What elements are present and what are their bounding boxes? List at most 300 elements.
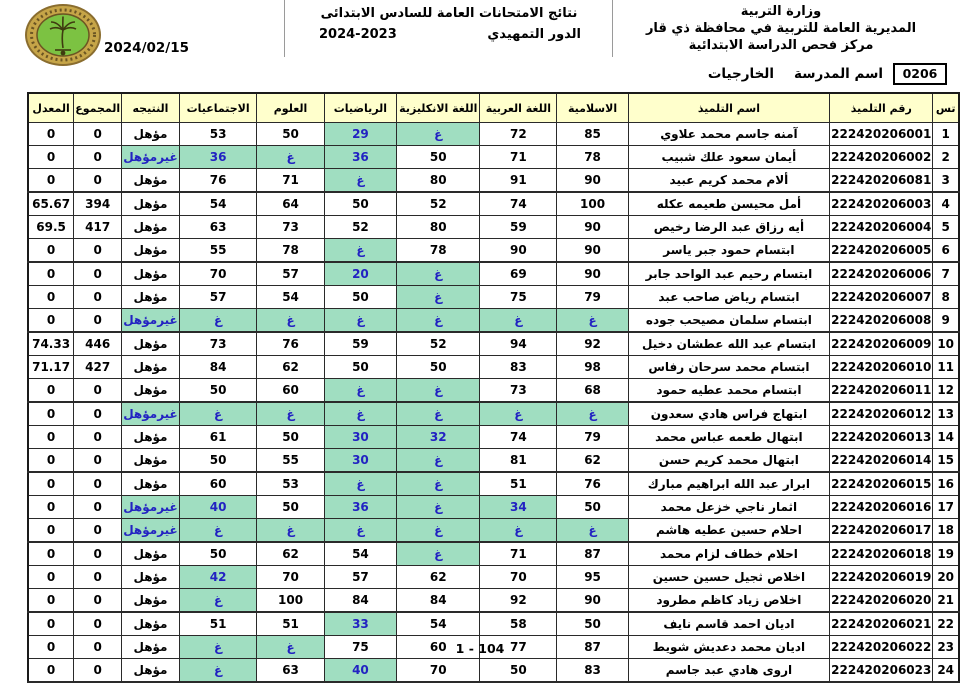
cell-english: 78 bbox=[397, 239, 480, 263]
cell-id: 222420206005 bbox=[830, 239, 933, 263]
ministry-logo-seal-icon bbox=[24, 3, 102, 67]
cell-islamic: غ bbox=[557, 309, 628, 333]
cell-math: 30 bbox=[324, 449, 397, 473]
cell-islamic: 98 bbox=[557, 356, 628, 379]
cell-result: مؤهل bbox=[122, 123, 180, 146]
cell-social: غ bbox=[179, 519, 257, 543]
cell-seq: 17 bbox=[933, 496, 959, 519]
cell-math: 30 bbox=[324, 426, 397, 449]
cell-english: 80 bbox=[397, 169, 480, 193]
cell-name: ابتسام محمد عطيه حمود bbox=[628, 379, 829, 403]
cell-seq: 22 bbox=[933, 612, 959, 636]
cell-english: 62 bbox=[397, 566, 480, 589]
cell-social: 50 bbox=[179, 449, 257, 473]
cell-seq: 24 bbox=[933, 659, 959, 683]
exam-year: 2024-2023 bbox=[319, 27, 397, 42]
cell-name: ابتسام عبد الله عطشان دخيل bbox=[628, 332, 829, 356]
cell-avg: 0 bbox=[28, 449, 74, 473]
cell-islamic: 87 bbox=[557, 636, 628, 659]
cell-id: 222420206009 bbox=[830, 332, 933, 356]
table-row bbox=[28, 426, 959, 449]
cell-arabic: 58 bbox=[480, 612, 557, 636]
cell-total: 0 bbox=[74, 123, 122, 146]
school-name-value: الخارجيات bbox=[707, 66, 775, 82]
cell-social: 70 bbox=[179, 262, 257, 286]
cell-id: 222420206081 bbox=[830, 169, 933, 193]
exam-title: نتائج الامتحانات العامة للسادس الابتدائى bbox=[320, 6, 578, 21]
cell-arabic: 90 bbox=[480, 239, 557, 263]
cell-science: 63 bbox=[257, 659, 324, 683]
cell-islamic: 95 bbox=[557, 566, 628, 589]
cell-english: 52 bbox=[397, 332, 480, 356]
cell-result: مؤهل bbox=[122, 472, 180, 496]
cell-avg: 0 bbox=[28, 589, 74, 613]
cell-result: مؤهل bbox=[122, 589, 180, 613]
cell-avg: 0 bbox=[28, 472, 74, 496]
cell-social: 54 bbox=[179, 192, 257, 216]
cell-math: 50 bbox=[324, 286, 397, 309]
cell-islamic: غ bbox=[557, 402, 628, 426]
cell-id: 222420206012 bbox=[830, 402, 933, 426]
cell-social: 57 bbox=[179, 286, 257, 309]
table-row bbox=[28, 192, 959, 216]
cell-english: غ bbox=[397, 472, 480, 496]
cell-arabic: 50 bbox=[480, 659, 557, 683]
cell-seq: 12 bbox=[933, 379, 959, 403]
cell-social: غ bbox=[179, 402, 257, 426]
table-row bbox=[28, 332, 959, 356]
cell-english: غ bbox=[397, 519, 480, 543]
results-table bbox=[27, 92, 960, 683]
cell-english: 54 bbox=[397, 612, 480, 636]
cell-math: 54 bbox=[324, 542, 397, 566]
cell-avg: 69.5 bbox=[28, 216, 74, 239]
column-header-science: العلوم bbox=[257, 93, 324, 123]
cell-islamic: 92 bbox=[557, 332, 628, 356]
cell-total: 0 bbox=[74, 472, 122, 496]
cell-seq: 23 bbox=[933, 636, 959, 659]
cell-seq: 14 bbox=[933, 426, 959, 449]
cell-name: ابتسام سلمان مصيحب جوده bbox=[628, 309, 829, 333]
cell-science: 73 bbox=[257, 216, 324, 239]
cell-math: 75 bbox=[324, 636, 397, 659]
table-row bbox=[28, 659, 959, 683]
cell-total: 446 bbox=[74, 332, 122, 356]
cell-name: احلام حسين عطيه هاشم bbox=[628, 519, 829, 543]
cell-result: مؤهل bbox=[122, 262, 180, 286]
cell-name: احلام خطاف لزام محمد bbox=[628, 542, 829, 566]
cell-name: اخلاص زياد كاظم مطرود bbox=[628, 589, 829, 613]
cell-english: 50 bbox=[397, 146, 480, 169]
cell-avg: 0 bbox=[28, 402, 74, 426]
cell-seq: 7 bbox=[933, 262, 959, 286]
cell-science: غ bbox=[257, 519, 324, 543]
cell-english: 60 bbox=[397, 636, 480, 659]
cell-result: مؤهل bbox=[122, 426, 180, 449]
cell-islamic: غ bbox=[557, 519, 628, 543]
column-header-result: النتيجه bbox=[122, 93, 180, 123]
cell-id: 222420206017 bbox=[830, 519, 933, 543]
table-row bbox=[28, 356, 959, 379]
cell-avg: 0 bbox=[28, 519, 74, 543]
cell-math: غ bbox=[324, 402, 397, 426]
cell-social: 50 bbox=[179, 542, 257, 566]
cell-total: 0 bbox=[74, 286, 122, 309]
cell-arabic: 92 bbox=[480, 589, 557, 613]
cell-id: 222420206023 bbox=[830, 659, 933, 683]
cell-science: غ bbox=[257, 309, 324, 333]
cell-result: مؤهل bbox=[122, 192, 180, 216]
cell-islamic: 90 bbox=[557, 169, 628, 193]
cell-seq: 9 bbox=[933, 309, 959, 333]
cell-id: 222420206013 bbox=[830, 426, 933, 449]
ministry-line-3: مركز فحص الدراسة الابتدائية bbox=[688, 38, 874, 53]
column-header-total: المجموع bbox=[74, 93, 122, 123]
cell-total: 0 bbox=[74, 519, 122, 543]
column-header-english: اللغة الانكليزية bbox=[397, 93, 480, 123]
cell-islamic: 62 bbox=[557, 449, 628, 473]
cell-arabic: 69 bbox=[480, 262, 557, 286]
cell-id: 222420206020 bbox=[830, 589, 933, 613]
cell-id: 222420206016 bbox=[830, 496, 933, 519]
cell-avg: 0 bbox=[28, 239, 74, 263]
cell-seq: 21 bbox=[933, 589, 959, 613]
cell-math: 50 bbox=[324, 192, 397, 216]
cell-science: غ bbox=[257, 146, 324, 169]
cell-science: 57 bbox=[257, 262, 324, 286]
cell-seq: 4 bbox=[933, 192, 959, 216]
cell-english: 80 bbox=[397, 216, 480, 239]
page-indicator: 1 - 104 bbox=[455, 641, 505, 656]
cell-name: ابتسام محمد سرحان رفاس bbox=[628, 356, 829, 379]
cell-science: غ bbox=[257, 636, 324, 659]
cell-math: 36 bbox=[324, 496, 397, 519]
cell-id: 222420206002 bbox=[830, 146, 933, 169]
cell-seq: 5 bbox=[933, 216, 959, 239]
cell-result: مؤهل bbox=[122, 239, 180, 263]
cell-math: 20 bbox=[324, 262, 397, 286]
cell-total: 417 bbox=[74, 216, 122, 239]
cell-arabic: غ bbox=[480, 309, 557, 333]
cell-islamic: 90 bbox=[557, 239, 628, 263]
cell-arabic: 94 bbox=[480, 332, 557, 356]
cell-islamic: 87 bbox=[557, 542, 628, 566]
cell-avg: 0 bbox=[28, 426, 74, 449]
cell-english: 32 bbox=[397, 426, 480, 449]
cell-english: غ bbox=[397, 402, 480, 426]
cell-name: أمل محيسن طعيمه عكله bbox=[628, 192, 829, 216]
cell-math: 52 bbox=[324, 216, 397, 239]
cell-total: 0 bbox=[74, 566, 122, 589]
table-row bbox=[28, 146, 959, 169]
cell-avg: 0 bbox=[28, 379, 74, 403]
cell-social: 40 bbox=[179, 496, 257, 519]
cell-seq: 19 bbox=[933, 542, 959, 566]
cell-social: غ bbox=[179, 309, 257, 333]
column-header-math: الرياضيات bbox=[324, 93, 397, 123]
cell-science: 50 bbox=[257, 123, 324, 146]
cell-result: غيرمؤهل bbox=[122, 496, 180, 519]
cell-id: 222420206001 bbox=[830, 123, 933, 146]
cell-english: 70 bbox=[397, 659, 480, 683]
cell-social: غ bbox=[179, 589, 257, 613]
table-row bbox=[28, 589, 959, 613]
cell-islamic: 90 bbox=[557, 262, 628, 286]
cell-name: ابرار عبد الله ابراهيم مبارك bbox=[628, 472, 829, 496]
cell-result: مؤهل bbox=[122, 379, 180, 403]
cell-science: 71 bbox=[257, 169, 324, 193]
school-info-row bbox=[708, 63, 947, 85]
cell-id: 222420206008 bbox=[830, 309, 933, 333]
table-row bbox=[28, 169, 959, 193]
cell-math: غ bbox=[324, 472, 397, 496]
cell-id: 222420206006 bbox=[830, 262, 933, 286]
cell-total: 0 bbox=[74, 262, 122, 286]
cell-name: ابتهال طعمه عباس محمد bbox=[628, 426, 829, 449]
cell-islamic: 76 bbox=[557, 472, 628, 496]
cell-avg: 0 bbox=[28, 566, 74, 589]
cell-islamic: 100 bbox=[557, 192, 628, 216]
cell-arabic: غ bbox=[480, 519, 557, 543]
cell-total: 427 bbox=[74, 356, 122, 379]
cell-science: 78 bbox=[257, 239, 324, 263]
column-header-seq: تس bbox=[933, 93, 959, 123]
cell-science: 62 bbox=[257, 542, 324, 566]
cell-math: غ bbox=[324, 169, 397, 193]
cell-total: 0 bbox=[74, 426, 122, 449]
column-header-id: رقم التلميذ bbox=[830, 93, 933, 123]
cell-name: اديان احمد قاسم نايف bbox=[628, 612, 829, 636]
cell-social: 51 bbox=[179, 612, 257, 636]
cell-seq: 6 bbox=[933, 239, 959, 263]
table-row bbox=[28, 123, 959, 146]
cell-math: 84 bbox=[324, 589, 397, 613]
cell-total: 0 bbox=[74, 659, 122, 683]
cell-english: غ bbox=[397, 262, 480, 286]
cell-social: 53 bbox=[179, 123, 257, 146]
table-row bbox=[28, 262, 959, 286]
cell-english: غ bbox=[397, 496, 480, 519]
cell-science: 100 bbox=[257, 589, 324, 613]
cell-seq: 15 bbox=[933, 449, 959, 473]
cell-result: مؤهل bbox=[122, 286, 180, 309]
cell-seq: 13 bbox=[933, 402, 959, 426]
cell-result: غيرمؤهل bbox=[122, 309, 180, 333]
column-header-avg: المعدل bbox=[28, 93, 74, 123]
school-code-box: 0206 bbox=[893, 63, 947, 85]
cell-seq: 3 bbox=[933, 169, 959, 193]
ministry-line-2: المديرية العامة للتربية في محافظة ذي قار bbox=[645, 21, 917, 36]
cell-english: غ bbox=[397, 449, 480, 473]
cell-islamic: 68 bbox=[557, 379, 628, 403]
cell-avg: 71.17 bbox=[28, 356, 74, 379]
cell-social: غ bbox=[179, 636, 257, 659]
cell-name: اخلاص ثجيل حسين حسين bbox=[628, 566, 829, 589]
table-row bbox=[28, 566, 959, 589]
cell-arabic: 59 bbox=[480, 216, 557, 239]
cell-math: 29 bbox=[324, 123, 397, 146]
cell-english: غ bbox=[397, 123, 480, 146]
cell-result: مؤهل bbox=[122, 659, 180, 683]
cell-english: 50 bbox=[397, 356, 480, 379]
cell-result: مؤهل bbox=[122, 216, 180, 239]
cell-social: غ bbox=[179, 659, 257, 683]
column-header-social: الاجتماعيات bbox=[179, 93, 257, 123]
cell-result: مؤهل bbox=[122, 169, 180, 193]
cell-id: 222420206015 bbox=[830, 472, 933, 496]
cell-islamic: 83 bbox=[557, 659, 628, 683]
cell-avg: 0 bbox=[28, 146, 74, 169]
cell-id: 222420206007 bbox=[830, 286, 933, 309]
cell-avg: 74.33 bbox=[28, 332, 74, 356]
cell-result: مؤهل bbox=[122, 566, 180, 589]
cell-seq: 18 bbox=[933, 519, 959, 543]
cell-avg: 0 bbox=[28, 659, 74, 683]
cell-english: غ bbox=[397, 542, 480, 566]
cell-islamic: 50 bbox=[557, 496, 628, 519]
cell-total: 0 bbox=[74, 542, 122, 566]
cell-science: 60 bbox=[257, 379, 324, 403]
cell-total: 0 bbox=[74, 449, 122, 473]
cell-name: اديان محمد دعديش شويط bbox=[628, 636, 829, 659]
table-row bbox=[28, 379, 959, 403]
header-row bbox=[28, 93, 959, 123]
cell-english: 52 bbox=[397, 192, 480, 216]
cell-social: 36 bbox=[179, 146, 257, 169]
cell-arabic: 91 bbox=[480, 169, 557, 193]
cell-arabic: 71 bbox=[480, 146, 557, 169]
results-table-header bbox=[28, 93, 959, 123]
cell-name: ابتهال محمد كريم حسن bbox=[628, 449, 829, 473]
cell-result: مؤهل bbox=[122, 449, 180, 473]
cell-science: 76 bbox=[257, 332, 324, 356]
cell-name: آمنه جاسم محمد علاوي bbox=[628, 123, 829, 146]
cell-total: 0 bbox=[74, 612, 122, 636]
header-divider-left bbox=[284, 0, 285, 57]
cell-id: 222420206011 bbox=[830, 379, 933, 403]
cell-avg: 0 bbox=[28, 169, 74, 193]
cell-id: 222420206018 bbox=[830, 542, 933, 566]
cell-science: 54 bbox=[257, 286, 324, 309]
cell-islamic: 50 bbox=[557, 612, 628, 636]
cell-avg: 0 bbox=[28, 612, 74, 636]
cell-islamic: 79 bbox=[557, 286, 628, 309]
cell-total: 0 bbox=[74, 169, 122, 193]
cell-arabic: 81 bbox=[480, 449, 557, 473]
cell-arabic: 73 bbox=[480, 379, 557, 403]
cell-social: 76 bbox=[179, 169, 257, 193]
cell-social: 60 bbox=[179, 472, 257, 496]
cell-math: غ bbox=[324, 519, 397, 543]
cell-avg: 0 bbox=[28, 496, 74, 519]
table-row bbox=[28, 542, 959, 566]
table-row bbox=[28, 239, 959, 263]
cell-math: غ bbox=[324, 309, 397, 333]
cell-science: 62 bbox=[257, 356, 324, 379]
cell-seq: 8 bbox=[933, 286, 959, 309]
cell-result: غيرمؤهل bbox=[122, 402, 180, 426]
cell-total: 0 bbox=[74, 589, 122, 613]
cell-avg: 65.67 bbox=[28, 192, 74, 216]
cell-total: 394 bbox=[74, 192, 122, 216]
cell-arabic: 75 bbox=[480, 286, 557, 309]
cell-arabic: 77 bbox=[480, 636, 557, 659]
table-row bbox=[28, 449, 959, 473]
cell-id: 222420206022 bbox=[830, 636, 933, 659]
cell-name: اروى هادي عبد جاسم bbox=[628, 659, 829, 683]
cell-total: 0 bbox=[74, 309, 122, 333]
cell-english: غ bbox=[397, 286, 480, 309]
ministry-header-block bbox=[608, 3, 954, 54]
cell-science: غ bbox=[257, 402, 324, 426]
cell-science: 50 bbox=[257, 426, 324, 449]
cell-total: 0 bbox=[74, 402, 122, 426]
cell-arabic: 74 bbox=[480, 192, 557, 216]
cell-english: 84 bbox=[397, 589, 480, 613]
cell-social: 42 bbox=[179, 566, 257, 589]
cell-math: 57 bbox=[324, 566, 397, 589]
ministry-line-1: وزارة التربية bbox=[740, 4, 822, 19]
cell-science: 55 bbox=[257, 449, 324, 473]
exam-title-block bbox=[287, 6, 611, 42]
exam-round: الدور التمهيدي bbox=[487, 27, 581, 42]
cell-arabic: 34 bbox=[480, 496, 557, 519]
cell-math: غ bbox=[324, 379, 397, 403]
cell-social: 61 bbox=[179, 426, 257, 449]
cell-result: مؤهل bbox=[122, 612, 180, 636]
cell-id: 222420206003 bbox=[830, 192, 933, 216]
table-row bbox=[28, 519, 959, 543]
column-header-name: اسم التلميذ bbox=[628, 93, 829, 123]
cell-science: 51 bbox=[257, 612, 324, 636]
cell-id: 222420206019 bbox=[830, 566, 933, 589]
cell-result: مؤهل bbox=[122, 332, 180, 356]
results-table-body bbox=[28, 123, 959, 683]
cell-social: 63 bbox=[179, 216, 257, 239]
cell-name: أيه رزاق عبد الرضا رخيص bbox=[628, 216, 829, 239]
cell-seq: 1 bbox=[933, 123, 959, 146]
cell-math: 59 bbox=[324, 332, 397, 356]
cell-english: غ bbox=[397, 309, 480, 333]
cell-total: 0 bbox=[74, 496, 122, 519]
cell-id: 222420206004 bbox=[830, 216, 933, 239]
table-row bbox=[28, 286, 959, 309]
cell-math: 50 bbox=[324, 356, 397, 379]
cell-avg: 0 bbox=[28, 542, 74, 566]
cell-seq: 10 bbox=[933, 332, 959, 356]
school-name-label: اسم المدرسة bbox=[794, 66, 883, 82]
cell-result: غيرمؤهل bbox=[122, 519, 180, 543]
cell-english: غ bbox=[397, 379, 480, 403]
cell-avg: 0 bbox=[28, 636, 74, 659]
cell-name: ألام محمد كريم عبيد bbox=[628, 169, 829, 193]
cell-seq: 2 bbox=[933, 146, 959, 169]
cell-total: 0 bbox=[74, 636, 122, 659]
table-row bbox=[28, 402, 959, 426]
cell-social: 84 bbox=[179, 356, 257, 379]
cell-id: 222420206010 bbox=[830, 356, 933, 379]
cell-result: غيرمؤهل bbox=[122, 146, 180, 169]
cell-avg: 0 bbox=[28, 309, 74, 333]
cell-islamic: 85 bbox=[557, 123, 628, 146]
cell-social: 50 bbox=[179, 379, 257, 403]
cell-name: ابتهاج فراس هادي سعدون bbox=[628, 402, 829, 426]
cell-arabic: 74 bbox=[480, 426, 557, 449]
cell-seq: 16 bbox=[933, 472, 959, 496]
cell-science: 64 bbox=[257, 192, 324, 216]
cell-total: 0 bbox=[74, 239, 122, 263]
cell-arabic: 71 bbox=[480, 542, 557, 566]
